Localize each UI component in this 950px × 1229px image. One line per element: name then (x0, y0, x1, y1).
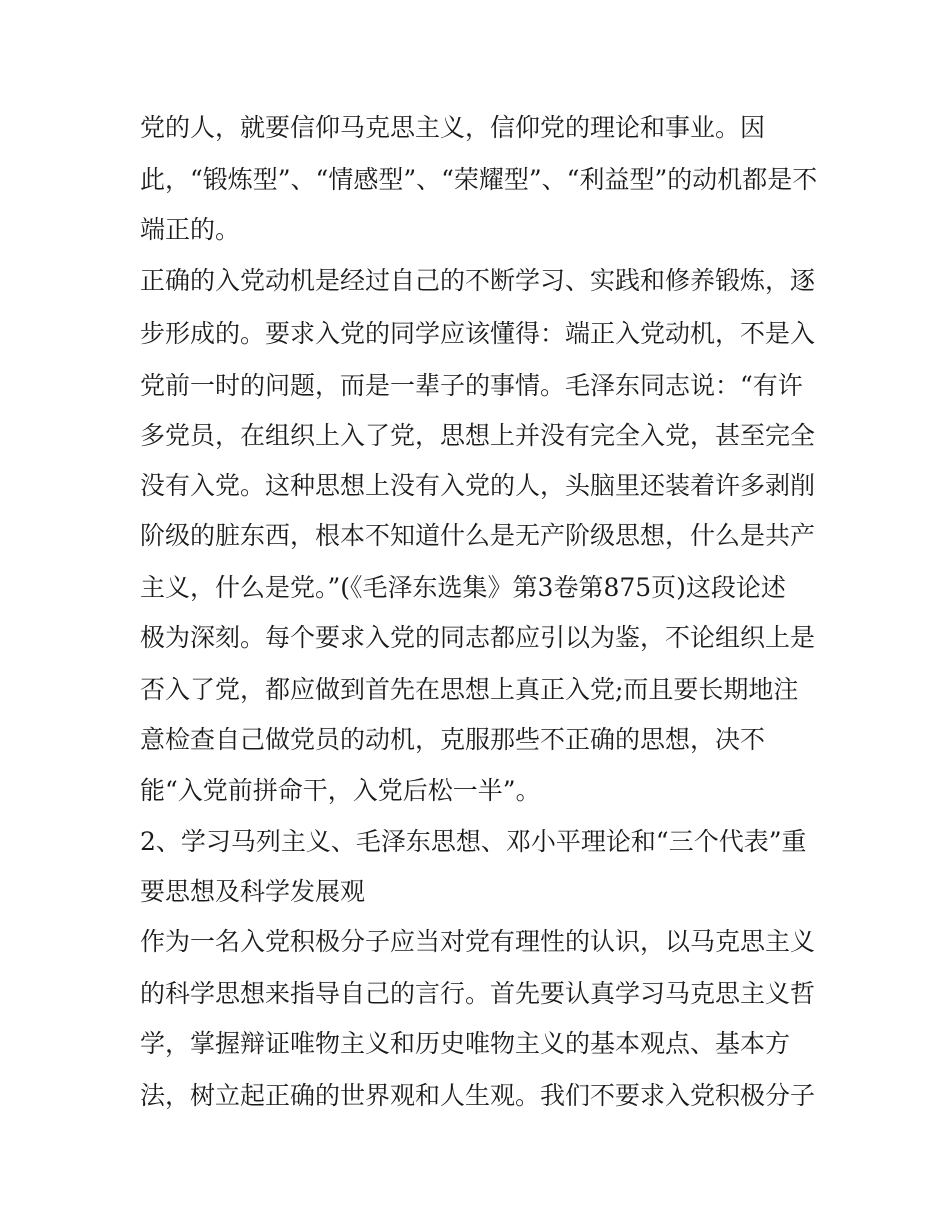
text-line: 端正的。 (140, 215, 241, 244)
text-line: 没有入党。这种思想上没有入党的人，头脑里还装着许多剥削 (140, 471, 816, 500)
text-line: 正确的入党动机是经过自己的不断学习、实践和修养锻炼，逐 (140, 266, 816, 295)
text-line: 否入了党，都应做到首先在思想上真正入党;而且要长期地注 (140, 675, 799, 704)
text-line: 意检查自己做党员的动机，克服那些不正确的思想，决不 (140, 725, 766, 754)
text-line: 党的人，就要信仰马克思主义，信仰党的理论和事业。因 (140, 113, 766, 142)
text-line: 步形成的。要求入党的同学应该懂得：端正入党动机，不是入 (140, 319, 816, 348)
text-line: 此，“锻炼型”、“情感型”、“荣耀型”、“利益型”的动机都是不 (140, 165, 818, 194)
text-line: 要思想及科学发展观 (140, 877, 366, 906)
text-line: 极为深刻。每个要求入党的同志都应引以为鉴，不论组织上是 (140, 623, 816, 652)
text-line: 多党员，在组织上入了党，思想上并没有完全入党，甚至完全 (140, 421, 816, 450)
text-line: 党前一时的问题，而是一辈子的事情。毛泽东同志说：“有许 (140, 371, 803, 400)
text-line: 作为一名入党积极分子应当对党有理性的认识，以马克思主义 (140, 927, 816, 956)
text-line: 阶级的脏东西，根本不知道什么是无产阶级思想，什么是共产 (140, 521, 816, 550)
text-line: 2、学习马列主义、毛泽东思想、邓小平理论和“三个代表”重 (140, 827, 807, 856)
text-line: 的科学思想来指导自己的言行。首先要认真学习马克思主义哲 (140, 979, 816, 1008)
text-line: 法，树立起正确的世界观和人生观。我们不要求入党积极分子 (140, 1081, 816, 1110)
text-line: 能“入党前拼命干，入党后松一半”。 (140, 776, 541, 805)
text-line: 学，掌握辩证唯物主义和历史唯物主义的基本观点、基本方 (140, 1029, 791, 1058)
text-line: 主义，什么是党。”(《毛泽东选集》第3卷第875页)这段论述 (140, 573, 786, 602)
